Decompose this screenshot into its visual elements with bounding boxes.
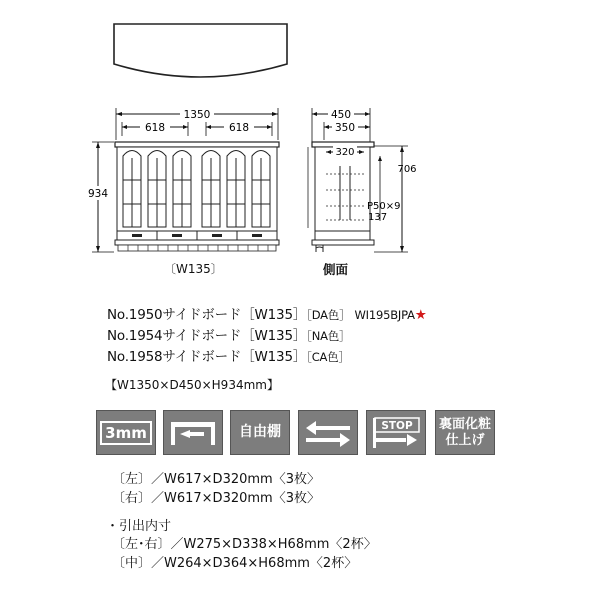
product-line-2 bbox=[107, 324, 350, 344]
drawer-spec-sides: 〔左･右〕／W275×D338×H68mm〈2杯〉 bbox=[112, 537, 377, 552]
shelf-spec-right: 〔右〕／W617×D320mm〈3枚〉 bbox=[112, 491, 320, 506]
product-model: No.1950サイドボード［W135］ bbox=[107, 307, 307, 323]
star-icon: ★ bbox=[414, 307, 427, 323]
back-finish-label-1: 裏面化粧 bbox=[438, 416, 491, 432]
drawer-title: ・引出内寸 bbox=[106, 519, 172, 534]
side-bottom-label: 137 bbox=[368, 212, 388, 223]
drawer-spec-center: 〔中〕／W264×D364×H68mm〈2杯〉 bbox=[112, 556, 358, 571]
adjustable-shelf-label: 自由棚 bbox=[239, 424, 281, 440]
side-inner-depth-label: 350 bbox=[334, 122, 356, 134]
side-depth-label: 450 bbox=[330, 109, 352, 121]
product-model: No.1954サイドボード［W135］ bbox=[107, 328, 307, 344]
half-left-label: 618 bbox=[144, 122, 166, 134]
side-pitch-label: P50×9 bbox=[367, 201, 401, 212]
product-code: WI195BJPA bbox=[354, 308, 415, 322]
sliding-door-icon bbox=[298, 410, 358, 455]
glass-3mm-label: 3mm bbox=[100, 421, 152, 445]
top-view-outline bbox=[112, 22, 290, 80]
half-right-label: 618 bbox=[228, 122, 250, 134]
glass-3mm-icon bbox=[96, 410, 156, 455]
front-view-label: 〔W135〕 bbox=[164, 262, 223, 276]
width-label: 1350 bbox=[183, 109, 211, 121]
product-color: ［CA色］ bbox=[306, 350, 350, 364]
product-line-1 bbox=[107, 303, 427, 323]
product-color: ［NA色］ bbox=[306, 329, 351, 343]
overall-dimensions: 【W1350×D450×H934mm】 bbox=[105, 378, 279, 392]
adjustable-shelf-icon bbox=[230, 410, 290, 455]
slide-rail-icon bbox=[163, 410, 223, 455]
drawer-stop-label: STOP bbox=[381, 419, 413, 432]
back-finish-icon bbox=[435, 410, 495, 455]
product-model: No.1958サイドボード［W135］ bbox=[107, 349, 307, 365]
product-line-3 bbox=[107, 345, 350, 365]
front-view-drawing bbox=[88, 100, 288, 260]
shelf-spec-left: 〔左〕／W617×D320mm〈3枚〉 bbox=[112, 472, 320, 487]
height-label: 934 bbox=[88, 188, 109, 200]
product-color: ［DA色］ bbox=[306, 308, 351, 322]
back-finish-label-2: 仕上げ bbox=[445, 432, 485, 448]
side-height-label: 706 bbox=[397, 164, 417, 175]
drawer-stop-icon bbox=[366, 410, 426, 455]
side-view-drawing bbox=[300, 100, 420, 260]
side-shelf-depth-label: 320 bbox=[335, 147, 355, 158]
side-view-label: 側面 bbox=[323, 262, 349, 277]
